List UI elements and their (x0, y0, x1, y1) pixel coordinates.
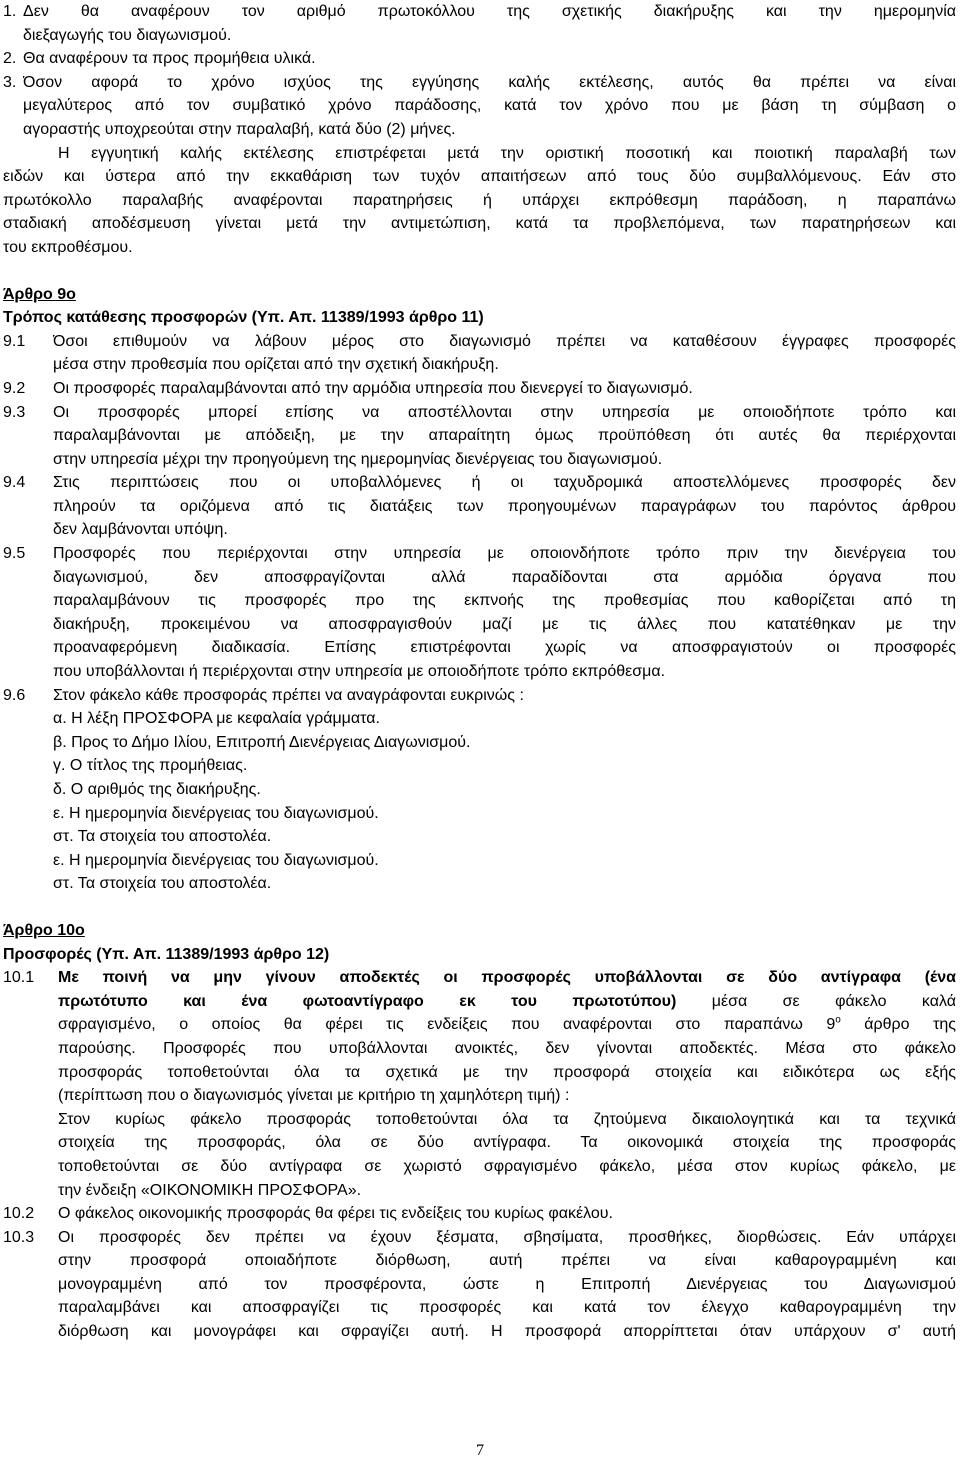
list-item: δ. Ο αριθμός της διακήρυξης. (53, 781, 261, 798)
paragraph-number: 9.1 (3, 332, 26, 350)
paragraph-line: Οι προσφορές μπορεί επίσης να αποστέλλονται στην υπηρεσία με οποιοδήποτε τρόπο και (53, 403, 956, 421)
paragraph-10-2 (3, 1202, 956, 1226)
list-text-cont: μεγαλύτερος από τον συμβατικό χρόνο παράδοσης, κατά τον χρόνο που με βάση τη σύμβαση ο (23, 97, 956, 115)
list-item: στ. Τα στοιχεία του αποστολέα. (53, 875, 272, 893)
paragraph-line: μέσα στην προθεσμία που ορίζεται από την σχετική διακήρυξη. (53, 356, 499, 374)
paragraph-9-5 (3, 542, 956, 566)
paragraph-text: άρθρο της (840, 1016, 956, 1034)
paragraph-line: Στις περιπτώσεις που οι υποβαλλόμενες ή οι ταχυδρομικά αποστελλόμενες προσφορές δεν (53, 474, 956, 492)
list-item: γ. Ο τίτλος της προμήθειας. (53, 757, 248, 775)
list-item (3, 0, 956, 24)
paragraph-line (3, 990, 956, 1014)
paragraph-line: (περίπτωση που ο διαγωνισμός γίνεται με κριτήριο τη χαμηλότερη τιμή) : (58, 1087, 570, 1105)
paragraph-line: παραλαμβάνει και αποσφραγίζει τις προσφορές και κατά τον έλεγχο καθαρογραμμένη την (58, 1299, 956, 1317)
paragraph-line: διαγωνισμού, δεν αποσφραγίζονται αλλά παραδίδονται στα αρμόδια όργανα που (53, 568, 956, 586)
article-subtitle: Τρόπος κατάθεσης προσφορών (Υπ. Απ. 11389/1993 άρθρο 11) (3, 309, 484, 327)
paragraph-text: σφραγισμένο, ο οποίος θα φέρει τις ενδείξεις που αναφέρονται στο παραπάνω 9 (58, 1016, 836, 1034)
paragraph-10-1 (3, 966, 956, 990)
paragraph-line: σταδιακή αποδέσμευση γίνεται μετά την αντιμετώπιση, κατά τα προβλεπόμενα, των παρατηρήσεων και (3, 215, 956, 233)
page-number: 7 (476, 1442, 484, 1459)
paragraph-10-3 (3, 1226, 956, 1250)
list-item (3, 71, 956, 95)
paragraph-line: Προσφορές που περιέρχονται στην υπηρεσία με οποιονδήποτε τρόπο πριν την διενέργεια του (53, 545, 956, 563)
list-number: 3. (3, 73, 17, 91)
list-item (3, 47, 956, 71)
paragraph-line: παραλαμβάνουν τις προσφορές προ της εκπνοής της προθεσμίας που καθορίζεται από τη (53, 592, 956, 610)
list-number: 2. (3, 50, 17, 68)
paragraph-number: 10.1 (3, 969, 35, 987)
paragraph-line: πληρούν τα οριζόμενα από τις διατάξεις των προηγουμένων παραγράφων του παρόντος άρθρου (53, 497, 956, 515)
paragraph-9-1 (3, 330, 956, 354)
paragraph-line: ειδών και ύστερα από την εκκαθάριση των τυχόν απαιτήσεων από τους δύο συμβαλλόμενους. Εάν στο (3, 168, 956, 186)
paragraph-line: Στον φάκελο κάθε προσφοράς πρέπει να αναγράφονται ευκρινώς : (53, 686, 524, 704)
paragraph-9-3 (3, 401, 956, 425)
list-item: α. Η λέξη ΠΡΟΣΦΟΡΑ με κεφαλαία γράμματα. (53, 710, 380, 728)
paragraph-9-2 (3, 377, 956, 401)
list-number: 1. (3, 3, 17, 20)
paragraph-line: στην προσφορά οποιαδήποτε διόρθωση, αυτή πρέπει να είναι καθαρογραμμένη και (58, 1252, 956, 1270)
paragraph-number: 9.5 (3, 545, 26, 563)
paragraph-number: 10.2 (3, 1205, 35, 1223)
paragraph-number: 9.3 (3, 403, 26, 421)
paragraph-number: 9.2 (3, 379, 26, 397)
paragraph-line: πρωτόκολλο παραλαβής αναφέρονται παρατηρήσεις ή υπάρχει εκπρόθεσμη παράδοση, η παραπάνω (3, 191, 956, 209)
paragraph-line: στοιχεία της προσφοράς, όλα σε δύο αντίγραφα. Τα οικονομικά στοιχεία της προσφοράς (58, 1134, 956, 1152)
paragraph-line: Οι προσφορές παραλαμβάνονται από την αρμόδια υπηρεσία που διενεργεί το διαγωνισμό. (53, 379, 693, 397)
paragraph-line: την ένδειξη «ΟΙΚΟΝΟΜΙΚΗ ΠΡΟΣΦΟΡΑ». (58, 1181, 362, 1199)
paragraph-line: μονογραμμένη από τον προσφέροντα, ώστε η Επιτροπή Διενέργειας του Διαγωνισμού (58, 1275, 956, 1293)
list-text-cont: αγοραστής υποχρεούται στην παραλαβή, κατά δύο (2) μήνες. (23, 120, 456, 138)
list-item: ε. Η ημερομηνία διενέργειας του διαγωνισμού. (53, 851, 379, 869)
paragraph-line: παρούσης. Προσφορές που υποβάλλονται ανοικτές, δεν γίνονται αποδεκτές. Μέσα στο φάκελο (58, 1039, 956, 1057)
paragraph-line: προσφοράς τοποθετούνται όλα τα σχετικά με την προσφορά στοιχεία και ειδικότερα ως εξής (58, 1063, 956, 1081)
list-text: Όσον αφορά το χρόνο ισχύος της εγγύησης καλής εκτέλεσης, αυτός θα πρέπει να είναι (23, 73, 956, 91)
list-text-cont: διεξαγωγής του διαγωνισμού. (23, 26, 232, 44)
paragraph-line: που υποβάλλονται ή περιέρχονται στην υπηρεσία με οποιοδήποτε τρόπο εκπρόθεσμα. (53, 663, 666, 681)
list-text: Θα αναφέρουν τα προς προμήθεια υλικά. (23, 50, 316, 68)
paragraph-line: Με ποινή να μην γίνουν αποδεκτές οι προσφορές υποβάλλονται σε δύο αντίγραφα (ένα (58, 969, 956, 987)
list-item: ε. Η ημερομηνία διενέργειας του διαγωνισμού. (53, 804, 379, 822)
paragraph-9-6 (3, 684, 956, 708)
superscript: ο (835, 1015, 841, 1027)
paragraph-line: δεν λαμβάνονται υπόψη. (53, 521, 228, 539)
paragraph-line: Στον κυρίως φάκελο προσφοράς τοποθετούνται όλα τα ζητούμενα δικαιολογητικά και τα τεχνικά (58, 1110, 956, 1128)
paragraph-line (3, 1013, 956, 1037)
paragraph-line: Η εγγυητική καλής εκτέλεσης επιστρέφεται μετά την οριστική ποσοτική και ποιοτική παραλαβή των (58, 144, 956, 162)
paragraph-line: του εκπροθέσμου. (3, 238, 133, 256)
paragraph-9-4 (3, 471, 956, 495)
paragraph-line: Ο φάκελος οικονομικής προσφοράς θα φέρει τις ενδείξεις του κυρίως φακέλου. (58, 1205, 613, 1223)
paragraph-line: διακήρυξη, προκειμένου να αποσφραγισθούν μαζί με τις άλλες που κατατέθηκαν με την (53, 615, 956, 633)
paragraph-number: 10.3 (3, 1228, 35, 1246)
list-item: β. Προς το Δήμο Ιλίου, Επιτροπή Διενέργειας Διαγωνισμού. (53, 733, 471, 751)
paragraph-line: Όσοι επιθυμούν να λάβουν μέρος στο διαγωνισμό πρέπει να καταθέσουν έγγραφες προσφορές (53, 332, 956, 350)
paragraph-text: μέσα σε φάκελο καλά (676, 992, 956, 1010)
bold-text: πρωτότυπο και ένα φωτοαντίγραφο εκ του πρωτοτύπου) (58, 992, 677, 1010)
paragraph-number: 9.6 (3, 686, 26, 704)
article-heading: Άρθρο 9ο (3, 285, 76, 303)
paragraph-number: 9.4 (3, 474, 26, 492)
paragraph-line: στην υπηρεσία μέχρι την προηγούμενη της ημερομηνίας διενέργειας του διαγωνισμού. (53, 450, 663, 468)
paragraph-line: Οι προσφορές δεν πρέπει να έχουν ξέσματα, σβησίματα, προσθήκες, διορθώσεις. Εάν υπάρχει (58, 1228, 956, 1246)
paragraph-line: τοποθετούνται σε δύο αντίγραφα σε χωριστό σφραγισμένο φάκελο, μέσα στον κυρίως φάκελο, με (58, 1157, 956, 1175)
article-heading: Άρθρο 10ο (3, 921, 85, 939)
article-subtitle: Προσφορές (Υπ. Απ. 11389/1993 άρθρο 12) (3, 945, 330, 963)
paragraph-line: παραλαμβάνονται με απόδειξη, με την απαραίτητη όμως προϋπόθεση ότι αυτές θα περιέρχονται (53, 427, 956, 445)
list-item: στ. Τα στοιχεία του αποστολέα. (53, 828, 272, 846)
list-text: Δεν θα αναφέρουν τον αριθμό πρωτοκόλλου της σχετικής διακήρυξης και την ημερομηνία (23, 3, 956, 20)
paragraph-line: διόρθωση και μονογράφει και σφραγίζει αυτή. Η προσφορά απορρίπτεται όταν υπάρχουν σ' αυτή (58, 1323, 956, 1341)
paragraph-line: προαναφερόμενη διαδικασία. Επίσης επιστρέφονται χωρίς να αποσφραγιστούν οι προσφορές (53, 639, 956, 657)
